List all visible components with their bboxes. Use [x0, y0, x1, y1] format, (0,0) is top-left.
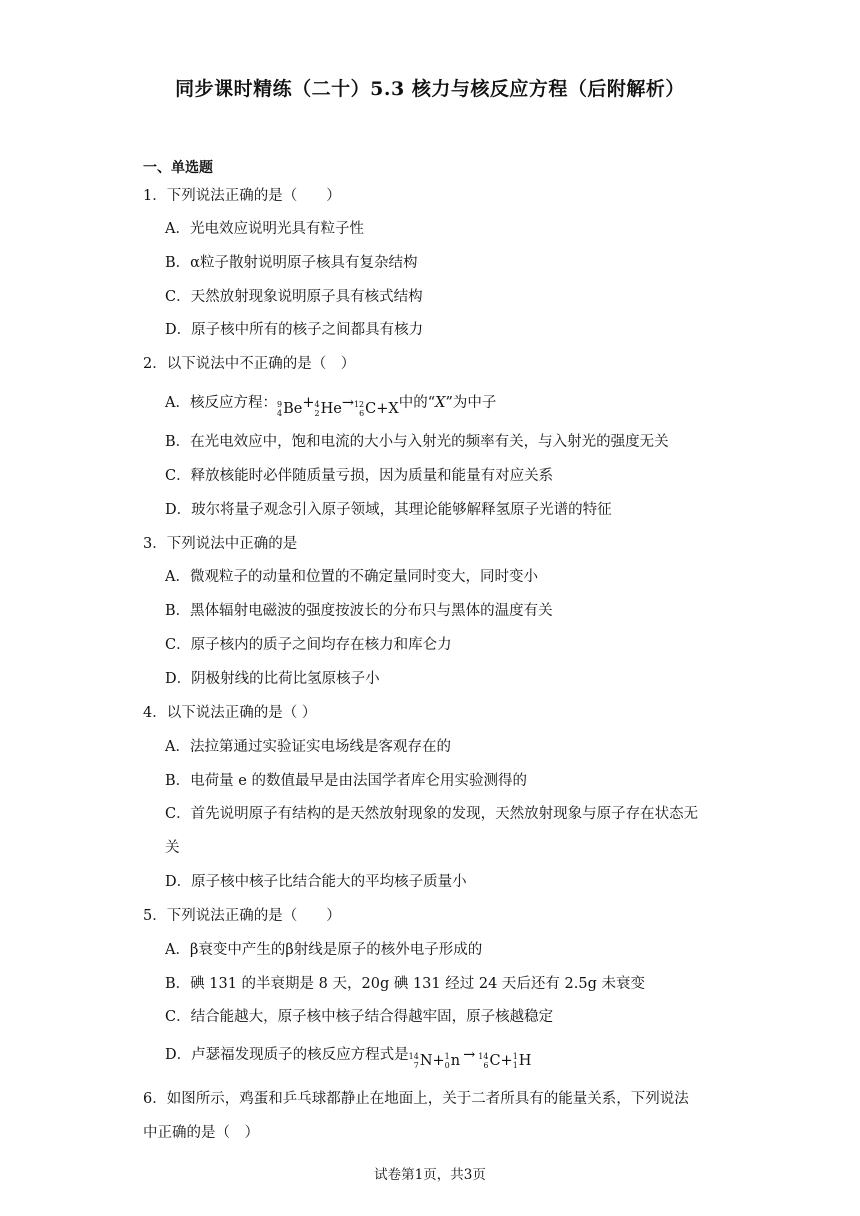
- q5-option-c: C．结合能越大，原子核中核子结合得越牢固，原子核越稳定: [165, 1009, 554, 1025]
- q1-stem: 1．下列说法正确的是（ ）: [143, 188, 341, 204]
- page-footer: 试卷第1页，共3页: [374, 1167, 486, 1183]
- section-heading: 一、单选题: [143, 160, 213, 176]
- arrow-icon: →: [463, 1047, 476, 1063]
- be-charge: 4: [276, 409, 283, 418]
- q2-stem: 2．以下说法中不正确的是（ ）: [143, 356, 356, 372]
- h-mass: 1: [512, 1052, 518, 1061]
- plus-sign: +: [302, 395, 315, 411]
- isotope-c14: [478, 1051, 512, 1071]
- he-symbol: He: [320, 401, 342, 417]
- c-mass: 12: [353, 400, 365, 409]
- q2-option-a-end: ”为中子: [445, 395, 497, 411]
- isotope-c: [354, 399, 399, 419]
- q5-option-d-prefix: D．卢瑟福发现质子的核反应方程式是: [165, 1047, 409, 1063]
- q2-option-a-var: X: [435, 395, 446, 411]
- q5-option-a: A．β衰变中产生的β射线是原子的核外电子形成的: [165, 942, 483, 958]
- q3-option-c: C．原子核内的质子之间均存在核力和库仑力: [165, 637, 452, 653]
- h-charge: 1: [512, 1061, 518, 1070]
- q2-option-d: D．玻尔将量子观念引入原子领域，其理论能够解释氢原子光谱的特征: [165, 502, 612, 518]
- q4-option-b: B．电荷量 e 的数值最早是由法国学者库仑用实验测得的: [165, 773, 527, 789]
- q1-option-d: D．原子核中所有的核子之间都具有核力: [165, 322, 424, 338]
- n-mass: 14: [408, 1052, 419, 1061]
- q2-option-a: [165, 393, 496, 419]
- q4-stem: 4．以下说法正确的是（ ）: [143, 705, 317, 721]
- q1-option-b: B．α粒子散射说明原子核具有复杂结构: [165, 255, 418, 271]
- c14-mass: 14: [478, 1052, 489, 1061]
- q6-stem-line1: 6．如图所示，鸡蛋和乒乓球都静止在地面上，关于二者所具有的能量关系，下列说法: [143, 1091, 689, 1107]
- q4-option-a: A．法拉第通过实验证实电场线是客观存在的: [165, 739, 451, 755]
- neutron-symbol: n: [450, 1053, 461, 1069]
- c-charge: 6: [359, 409, 365, 418]
- he-charge: 2: [314, 409, 320, 418]
- be-mass: 9: [276, 400, 283, 409]
- n-symbol: N+: [419, 1053, 445, 1069]
- q2-option-a-prefix: A．核反应方程：: [165, 395, 277, 411]
- q4-option-c-continued: 关: [165, 840, 180, 856]
- neutron-mass: 1: [444, 1052, 450, 1061]
- q5-option-b: B．碘 131 的半衰期是 8 天，20g 碘 131 经过 24 天后还有 2.5g 未衰变: [165, 976, 645, 992]
- q3-option-b: B．黑体辐射电磁波的强度按波长的分布只与黑体的温度有关: [165, 603, 553, 619]
- q4-option-c: C．首先说明原子有结构的是天然放射现象的发现，天然放射现象与原子存在状态无: [165, 806, 699, 822]
- q4-option-d: D．原子核中核子比结合能大的平均核子质量小: [165, 874, 467, 890]
- isotope-neutron: [445, 1051, 460, 1071]
- q5-stem: 5．下列说法正确的是（ ）: [143, 908, 341, 924]
- c14-charge: 6: [483, 1061, 489, 1070]
- c-symbol: C+X: [365, 401, 399, 417]
- isotope-n: [409, 1051, 445, 1071]
- n-charge: 7: [413, 1061, 419, 1070]
- q3-stem: 3．下列说法中正确的是: [143, 536, 298, 552]
- q2-option-b: B．在光电效应中，饱和电流的大小与入射光的频率有关，与入射光的强度无关: [165, 434, 669, 450]
- be-symbol: Be: [283, 401, 303, 417]
- h-symbol: H: [518, 1053, 532, 1069]
- q3-option-a: A．微观粒子的动量和位置的不确定量同时变大，同时变小: [165, 569, 538, 585]
- q2-option-c: C．释放核能时必伴随质量亏损，因为质量和能量有对应关系: [165, 468, 554, 484]
- he-mass: 4: [314, 400, 320, 409]
- q1-option-c: C．天然放射现象说明原子具有核式结构: [165, 289, 423, 305]
- arrow-icon: →: [341, 395, 354, 411]
- neutron-charge: 0: [444, 1061, 450, 1070]
- q2-option-a-suffix: 中的“: [398, 395, 436, 411]
- q5-option-d: [165, 1045, 531, 1071]
- q3-option-d: D．阴极射线的比荷比氢原核子小: [165, 671, 380, 687]
- c14-symbol: C+: [489, 1053, 513, 1069]
- isotope-h: [513, 1051, 532, 1071]
- q6-stem-line2: 中正确的是（ ）: [143, 1125, 259, 1141]
- page-title: 同步课时精练（二十）5.3 核力与核反应方程（后附解析）: [175, 78, 685, 100]
- isotope-he: [314, 399, 341, 419]
- q1-option-a: A．光电效应说明光具有粒子性: [165, 221, 364, 237]
- isotope-be: [277, 399, 302, 419]
